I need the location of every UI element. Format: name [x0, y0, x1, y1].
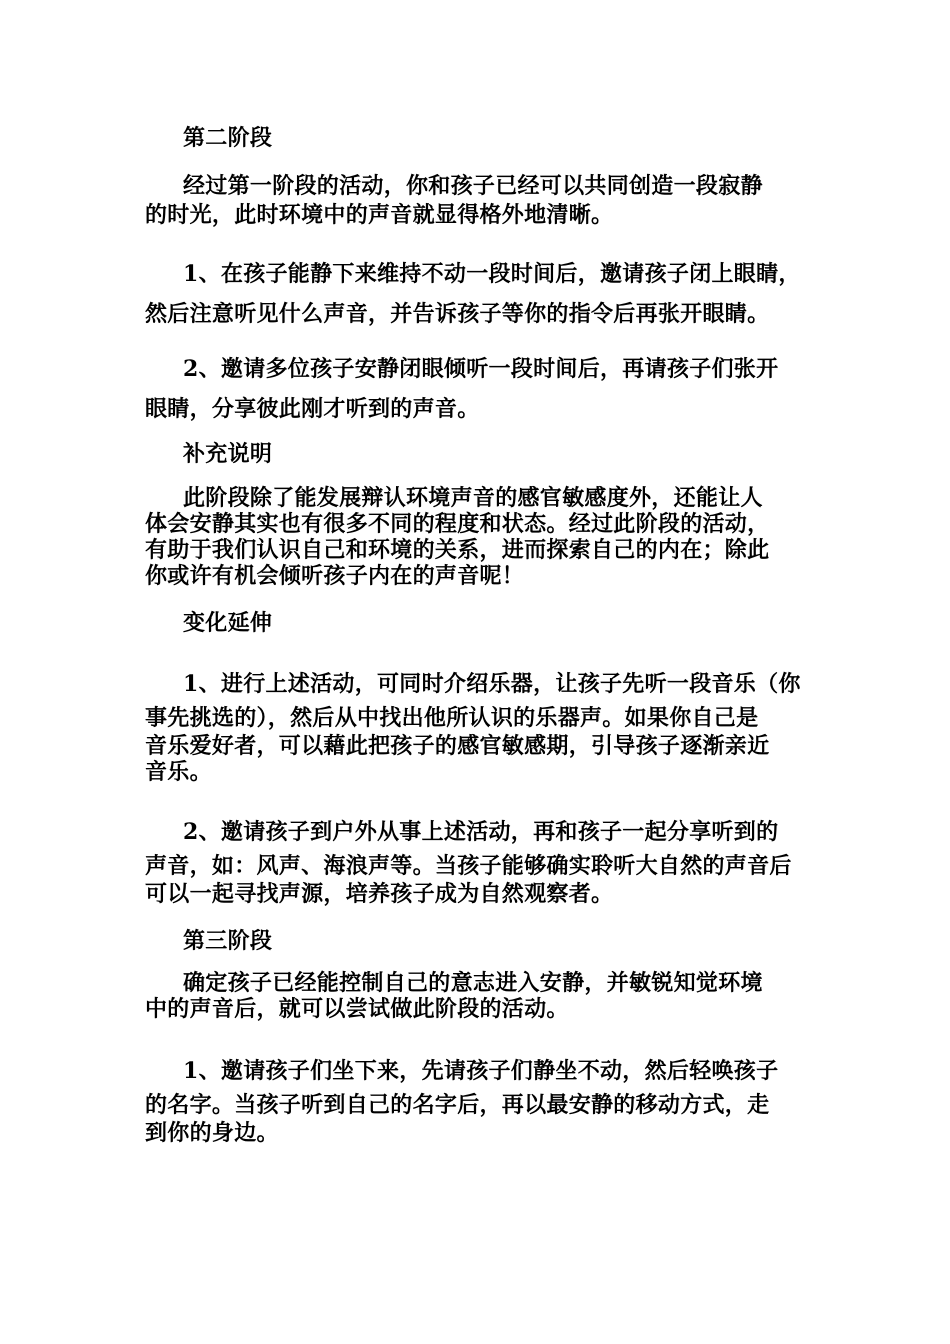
paragraph-stage-2-intro: 经过第一阶段的活动，你和孩子已经可以共同创造一段寂静 的时光，此时环境中的声音就显得格外地清晰。 [145, 173, 763, 228]
heading-stage-3: 第三阶段 [183, 928, 273, 954]
paragraph-stage-3-intro: 确定孩子已经能控制自己的意志进入安静，并敏锐知觉环境 中的声音后，就可以尝试做此阶段的活动。 [145, 970, 763, 1022]
heading-stage-2: 第二阶段 [183, 125, 273, 151]
paragraph-variation-item-1: 1、进行上述活动，可同时介绍乐器，让孩子先听一段音乐（你 事先挑选的），然后从中找出他所认识的乐器声。如果你自己是 音乐爱好者，可以藉此把孩子的感官敏感期，引导孩子逐渐亲近 音乐。 [145, 671, 801, 785]
paragraph-stage-2-item-2: 2、邀请多位孩子安静闭眼倾听一段时间后，再请孩子们张开 眼睛，分享彼此刚才听到的声音。 [145, 356, 779, 422]
paragraph-stage-3-item-1: 1、邀请孩子们坐下来，先请孩子们静坐不动，然后轻唤孩子 的名字。当孩子听到自己的名字后，再以最安静的移动方式，走 到你的身边。 [145, 1058, 779, 1146]
paragraph-variation-item-2: 2、邀请孩子到户外从事上述活动，再和孩子一起分享听到的 声音，如：风声、海浪声等。当孩子能够确实聆听大自然的声音后 可以一起寻找声源，培养孩子成为自然观察者。 [145, 819, 792, 907]
heading-supplement: 补充说明 [183, 441, 273, 467]
heading-variation: 变化延伸 [183, 610, 273, 636]
paragraph-stage-2-item-1: 1、在孩子能静下来维持不动一段时间后，邀请孩子闭上眼睛， 然后注意听见什么声音，并告诉孩子等你的指令后再张开眼睛。 [145, 261, 801, 327]
paragraph-supplement: 此阶段除了能发展辩认环境声音的感官敏感度外，还能让人 体会安静其实也有很多不同的程度和状态。经过此阶段的活动， 有助于我们认识自己和环境的关系，进而探索自己的内在；除此 你或许有机会倾听孩子内在的声音呢！ [145, 485, 770, 589]
